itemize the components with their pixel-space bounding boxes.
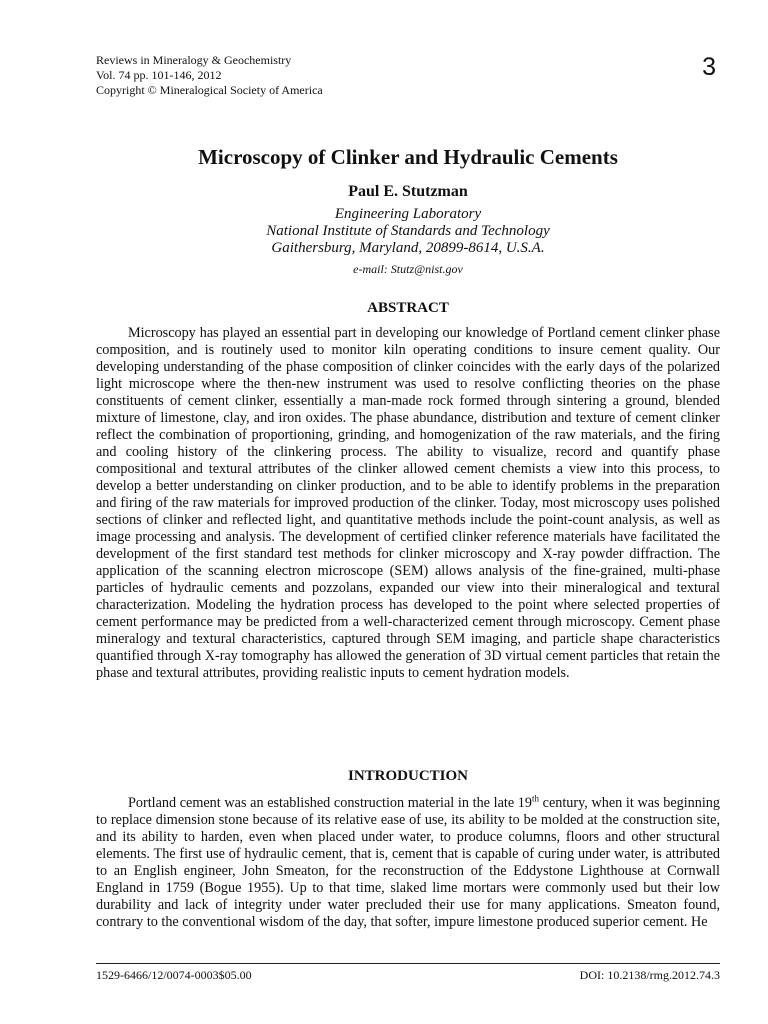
footer-issn: 1529-6466/12/0074-0003$05.00 [96, 968, 252, 982]
introduction-paragraph [96, 795, 720, 931]
ordinal-superscript: th [531, 793, 539, 804]
introduction-heading: INTRODUCTION [347, 768, 468, 784]
abstract-heading: ABSTRACT [367, 300, 449, 316]
affiliation-line-1: Engineering Laboratory [334, 206, 482, 222]
author-affiliation [96, 206, 720, 257]
volume-info: Vol. 74 pp. 101-146, 2012 [96, 68, 222, 82]
footer-doi: DOI: 10.2138/rmg.2012.74.3 [579, 968, 720, 982]
paper-page [96, 0, 720, 1024]
footer-divider [96, 963, 720, 964]
abstract-paragraph: Microscopy has played an essential part in developing our knowledge of Portland cement clinker phase composition, and is routinely used to monitor kiln operating conditions to insure cement quality. Our developing understanding of the phase composition of clinker coincides with the early days of the polarized light microscope where the then-new instrument was used to resolve conflicting theories on the phase constituents of cement clinker, essentially a man-made rock formed through sintering a ground, blended mixture of limestone, clay, and iron oxides. The phase abundance, distribution and texture of cement clinker reflect the combination of proportioning, grinding, and homogenization of the raw materials, and the firing and cooling history of the clinkering process. The ability to visualize, record and quantify phase compositional and textural attributes of the clinker allowed cement chemists a view into this process, to develop a better understanding on clinker production, and to be able to identify problems in the preparation and firing of the raw materials for improved production of the clinker. Today, most microscopy uses polished sections of clinker and reflected light, and quantitative methods include the point-count analysis, as well as image processing and analysis. The development of certified clinker reference materials have facilitated the development of the first standard test methods for clinker microscopy and X-ray powder diffraction. The application of the scanning electron microscope (SEM) allows analysis of the fine-grained, multi-phase particles of hydraulic cements and pozzolans, expanded our view into their mineralogical and textural characterization. Modeling the hydration process has developed to the point where selected properties of cement performance may be predicted from a well-characterized cement through microscopy. Cement phase mineralogy and textural characteristics, captured through SEM imaging, and particle shape characteristics quantified through X-ray tomography has allowed the generation of 3D virtual cement particles that retain the phase and textural attributes, providing realistic inputs to cement hydration models. [96, 325, 720, 681]
copyright-line: Copyright © Mineralogical Society of America [96, 83, 323, 97]
affiliation-line-3: Gaithersburg, Maryland, 20899-8614, U.S.A. [271, 240, 545, 256]
intro-text-start: Portland cement was an established construction material in the late 19 [128, 795, 532, 811]
affiliation-line-2: National Institute of Standards and Technology [266, 223, 550, 239]
journal-name: Reviews in Mineralogy & Geochemistry [96, 53, 292, 67]
paper-title: Microscopy of Clinker and Hydraulic Cements [198, 145, 618, 169]
author-name: Paul E. Stutzman [348, 183, 468, 200]
intro-text-rest: century, when it was beginning to replace dimension stone because of its relative ease of use, its ability to be molded at the construction site, and its ability to harden, even when placed under water, to produce columns, floors and other structural elements. The first use of hydraulic cement, that is, cement that is capable of curing under water, is attributed to an English engineer, John Smeaton, for the reconstruction of the Eddystone Lighthouse at Cornwall England in 1759 (Bogue 1955). Up to that time, slaked lime mortars were commonly used but their low durability and lack of integrity under water precluded their use for many applications. Smeaton found, contrary to the conventional wisdom of the day, that softer, impure limestone produced superior cement. He [96, 795, 720, 930]
running-head [96, 53, 323, 98]
chapter-number: 3 [702, 53, 716, 81]
author-email: e-mail: Stutz@nist.gov [353, 262, 463, 276]
